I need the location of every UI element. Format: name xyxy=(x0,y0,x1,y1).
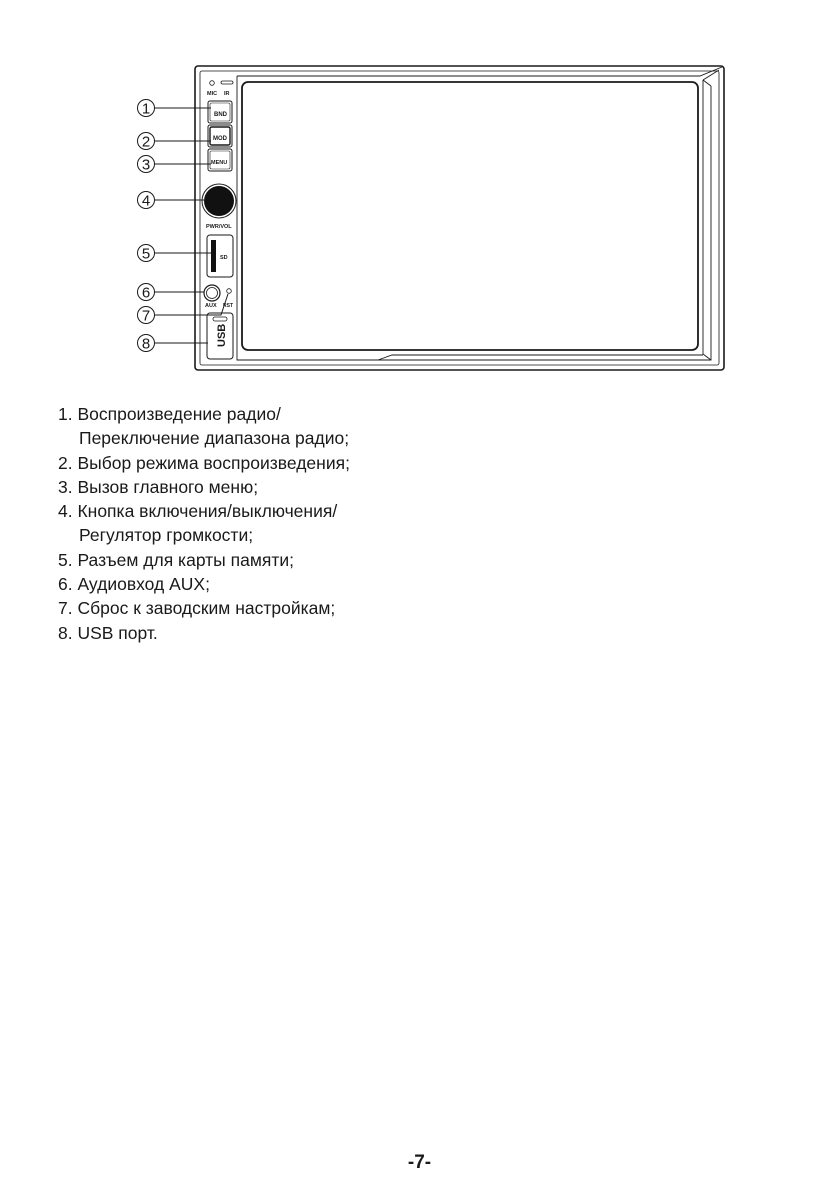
callout-7: 7 xyxy=(141,307,151,325)
menu-label: MENU xyxy=(211,160,228,166)
legend-item xyxy=(58,548,350,572)
legend-item xyxy=(58,475,350,499)
legend-item-continuation: Переключение диапазона радио; xyxy=(79,428,350,449)
legend-item xyxy=(58,451,350,475)
legend-list xyxy=(58,402,350,645)
legend-item-text: 8. USB порт. xyxy=(58,622,158,643)
callout-2: 2 xyxy=(141,133,151,151)
touch-screen[interactable] xyxy=(242,82,698,350)
usb-label: USB xyxy=(216,323,228,347)
callout-5: 5 xyxy=(141,245,151,263)
bnd-label: BND xyxy=(214,112,227,118)
mic-hole xyxy=(210,81,215,86)
legend-item xyxy=(58,572,350,596)
legend-item-text: 5. Разъем для карты памяти; xyxy=(58,549,294,570)
rst-label: RST xyxy=(223,303,233,309)
callout-4: 4 xyxy=(141,192,151,210)
menu-button[interactable] xyxy=(208,149,232,171)
head-unit-diagram xyxy=(0,0,839,380)
mod-label: MOD xyxy=(213,136,227,142)
legend-item-text: 2. Выбор режима воспроизведения; xyxy=(58,452,350,473)
usb-port[interactable] xyxy=(207,313,233,359)
mod-button[interactable] xyxy=(208,125,232,147)
callout-1: 1 xyxy=(141,100,151,118)
callout-8: 8 xyxy=(141,335,151,353)
sd-label: SD xyxy=(220,255,228,261)
aux-label: AUX xyxy=(205,303,217,309)
legend-item-text: 7. Сброс к заводским настройкам; xyxy=(58,598,336,619)
ir-sensor xyxy=(221,81,233,84)
legend-item-text: 3. Вызов главного меню; xyxy=(58,476,259,497)
bnd-button[interactable] xyxy=(208,101,232,123)
pwr-vol-label: PWR/VOL xyxy=(206,224,232,230)
legend-item-continuation: Регулятор громкости; xyxy=(79,525,254,546)
legend-item xyxy=(58,402,350,451)
legend-item-text: 6. Аудиовход AUX; xyxy=(58,574,210,595)
sd-card-slot[interactable] xyxy=(207,235,233,277)
pwr-vol-knob[interactable] xyxy=(202,184,236,230)
mic-label: MIC xyxy=(207,91,218,97)
callout-6: 6 xyxy=(141,284,151,302)
legend-item xyxy=(58,621,350,645)
callout-3: 3 xyxy=(141,156,151,174)
legend-item xyxy=(58,499,350,548)
page-number: -7- xyxy=(407,1152,432,1173)
aux-jack[interactable] xyxy=(204,285,220,309)
legend-item-text: 4. Кнопка включения/выключения/ xyxy=(58,501,338,522)
legend-item-text: 1. Воспроизведение радио/ xyxy=(58,404,281,424)
callout-numbers xyxy=(142,101,150,353)
ir-label: IR xyxy=(224,91,230,97)
legend-item xyxy=(58,596,350,620)
